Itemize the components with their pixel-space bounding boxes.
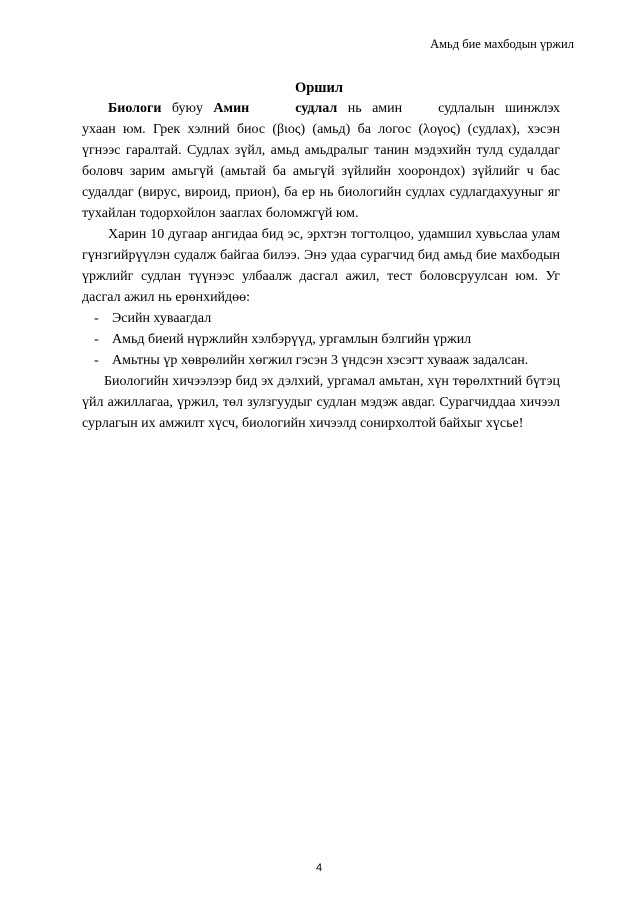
list-item [82,350,560,371]
paragraph-second: Харин 10 дугаар ангидаа бид эс, эрхтэн тогтолцоо, удамшил хувьслаа улам гүнзгийрүүлэн судалж байгаа билээ. Энэ удаа сурагчид бид амьд бие махбодын үржлийг судлан түүнээс улбаалж дасгал ажил, тест боловсруулсан юм. Уг дасгал ажил нь ерөнхийдөө: [82,227,560,305]
list-item-text: Эсийн хуваагдал [112,311,212,326]
term-biology: Биологи [108,101,162,116]
paragraph-closing: Биологийн хичээлээр бид эх дэлхий, ургамал амьтан, хүн төрөлхтний бүтэц үйл ажиллагаа, үржил, төл зулзгуудыг судлан мэдэж авдаг. Сурагчиддаа хичээл сурлагын их амжилт хүсч, биологийн хичээлд сонирхолтой байхыг хүсье! [82,374,560,431]
term-amin: Амин [213,101,250,116]
topic-list [82,308,560,371]
running-header: Амьд бие махбодын үржил [430,37,574,51]
list-item-text: Амьтны үр хөврөлийн хөгжил гэсэн 3 үндсэн хэсэгт хуваaж задалсан. [112,353,529,368]
paragraph-intro [82,98,560,224]
list-item [82,308,560,329]
page-title: Оршил [294,80,344,96]
paragraph-intro-text-b: нь амин [337,101,403,116]
paragraph-intro-text-c: судлалын шинжлэх ухаан юм. Грек хэлний биос (βιος) (амьд) ба логос (λογος) (судлах), хэсэн үгнээс гаралтай. Судлах зүйл, амьд амьдралыг танин мэдэхийн тулд судалдаг боловч зарим амьгүй (амьтай ба амьгүй зүйлийн хоорондох) зүйлийг ч бас судалдаг (вирус, вироид, прион), ба ер нь биологийн судлах судлагдахууныг яг тухайлан тодорхойлон заaглах боломжгүй юм. [82,101,560,221]
document-body [82,98,560,434]
term-sudlal: судлал [295,101,338,116]
page-number: 4 [315,862,323,874]
paragraph-intro-text-a: буюу [161,101,214,116]
list-dash: - [94,332,99,347]
list-dash: - [94,311,99,326]
list-item-text: Амьд биеий нүржлийн хэлбэрүүд, ургамлын бэлгийн үржил [112,332,472,347]
list-item [82,329,560,350]
list-dash: - [94,353,99,368]
